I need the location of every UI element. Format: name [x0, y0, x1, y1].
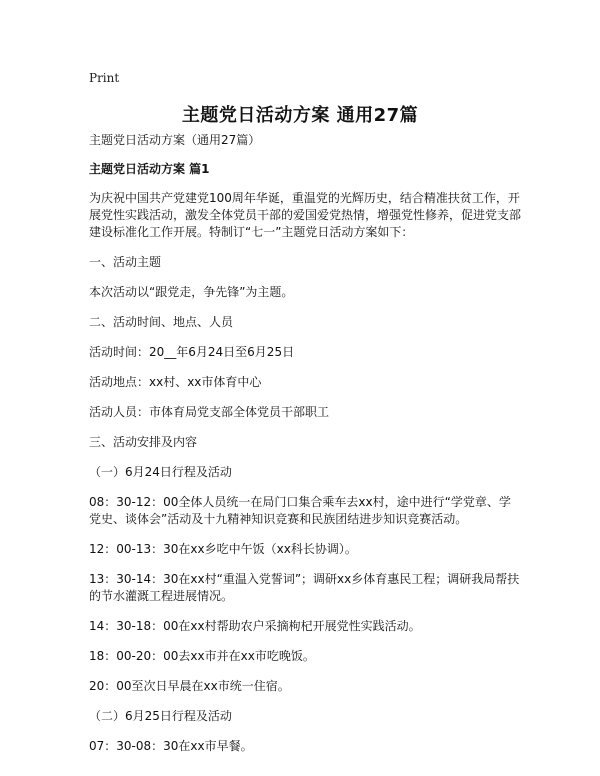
schedule-item: 08：30-12：00全体人员统一在局门口集合乘车去xx村，途中进行“学党章、学党史、谈体会”活动及十九精神知识竞赛和民族团结进步知识竞赛活动。 — [89, 495, 511, 526]
day1-heading: （一）6月24日行程及活动 — [89, 465, 232, 479]
schedule-item: 14：30-18：00在xx村帮助农户采摘枸杞开展党性实践活动。 — [89, 619, 421, 633]
schedule-item: 13：30-14：30在xx村“重温入党誓词”；调研xx乡体育惠民工程；调研我局帮扶的节水灌溉工程进展情况。 — [89, 572, 520, 603]
activity-people: 活动人员：市体育局党支部全体党员干部职工 — [89, 405, 330, 419]
document-body — [89, 132, 521, 768]
day2-heading: （二）6月25日行程及活动 — [89, 709, 232, 723]
document-title: 主题党日活动方案 通用27篇 — [181, 105, 419, 126]
activity-theme-text: 本次活动以“跟党走，争先锋”为主题。 — [89, 285, 294, 299]
document-subtitle: 主题党日活动方案（通用27篇） — [89, 133, 261, 147]
heading-activity-theme: 一、活动主题 — [89, 255, 162, 269]
intro-paragraph: 为庆祝中国共产党建党100周年华诞，重温党的光辉历史，结合精准扶贫工作，开展党性实践活动，激发全体党员干部的爱国爱党热情，增强党性修养，促进党支部建设标准化工作开展。特制订“七一”主题党日活动方案如下： — [89, 191, 522, 239]
schedule-item: 12：00-13：30在xx乡吃中午饭（xx科长协调）。 — [89, 542, 357, 556]
section-heading: 主题党日活动方案 篇1 — [89, 162, 210, 176]
schedule-item: 07：30-08：30在xx市早餐。 — [89, 739, 253, 753]
heading-time-place-people: 二、活动时间、地点、人员 — [89, 315, 234, 329]
schedule-item: 18：00-20：00去xx市并在xx市吃晚饭。 — [89, 649, 315, 663]
heading-arrangement: 三、活动安排及内容 — [89, 435, 198, 449]
print-link[interactable]: Print — [89, 71, 120, 85]
schedule-item: 20：00至次日早晨在xx市统一住宿。 — [89, 679, 290, 693]
activity-time: 活动时间：20__年6月24日至6月25日 — [89, 345, 295, 359]
activity-place: 活动地点：xx村、xx市体育中心 — [89, 375, 262, 389]
